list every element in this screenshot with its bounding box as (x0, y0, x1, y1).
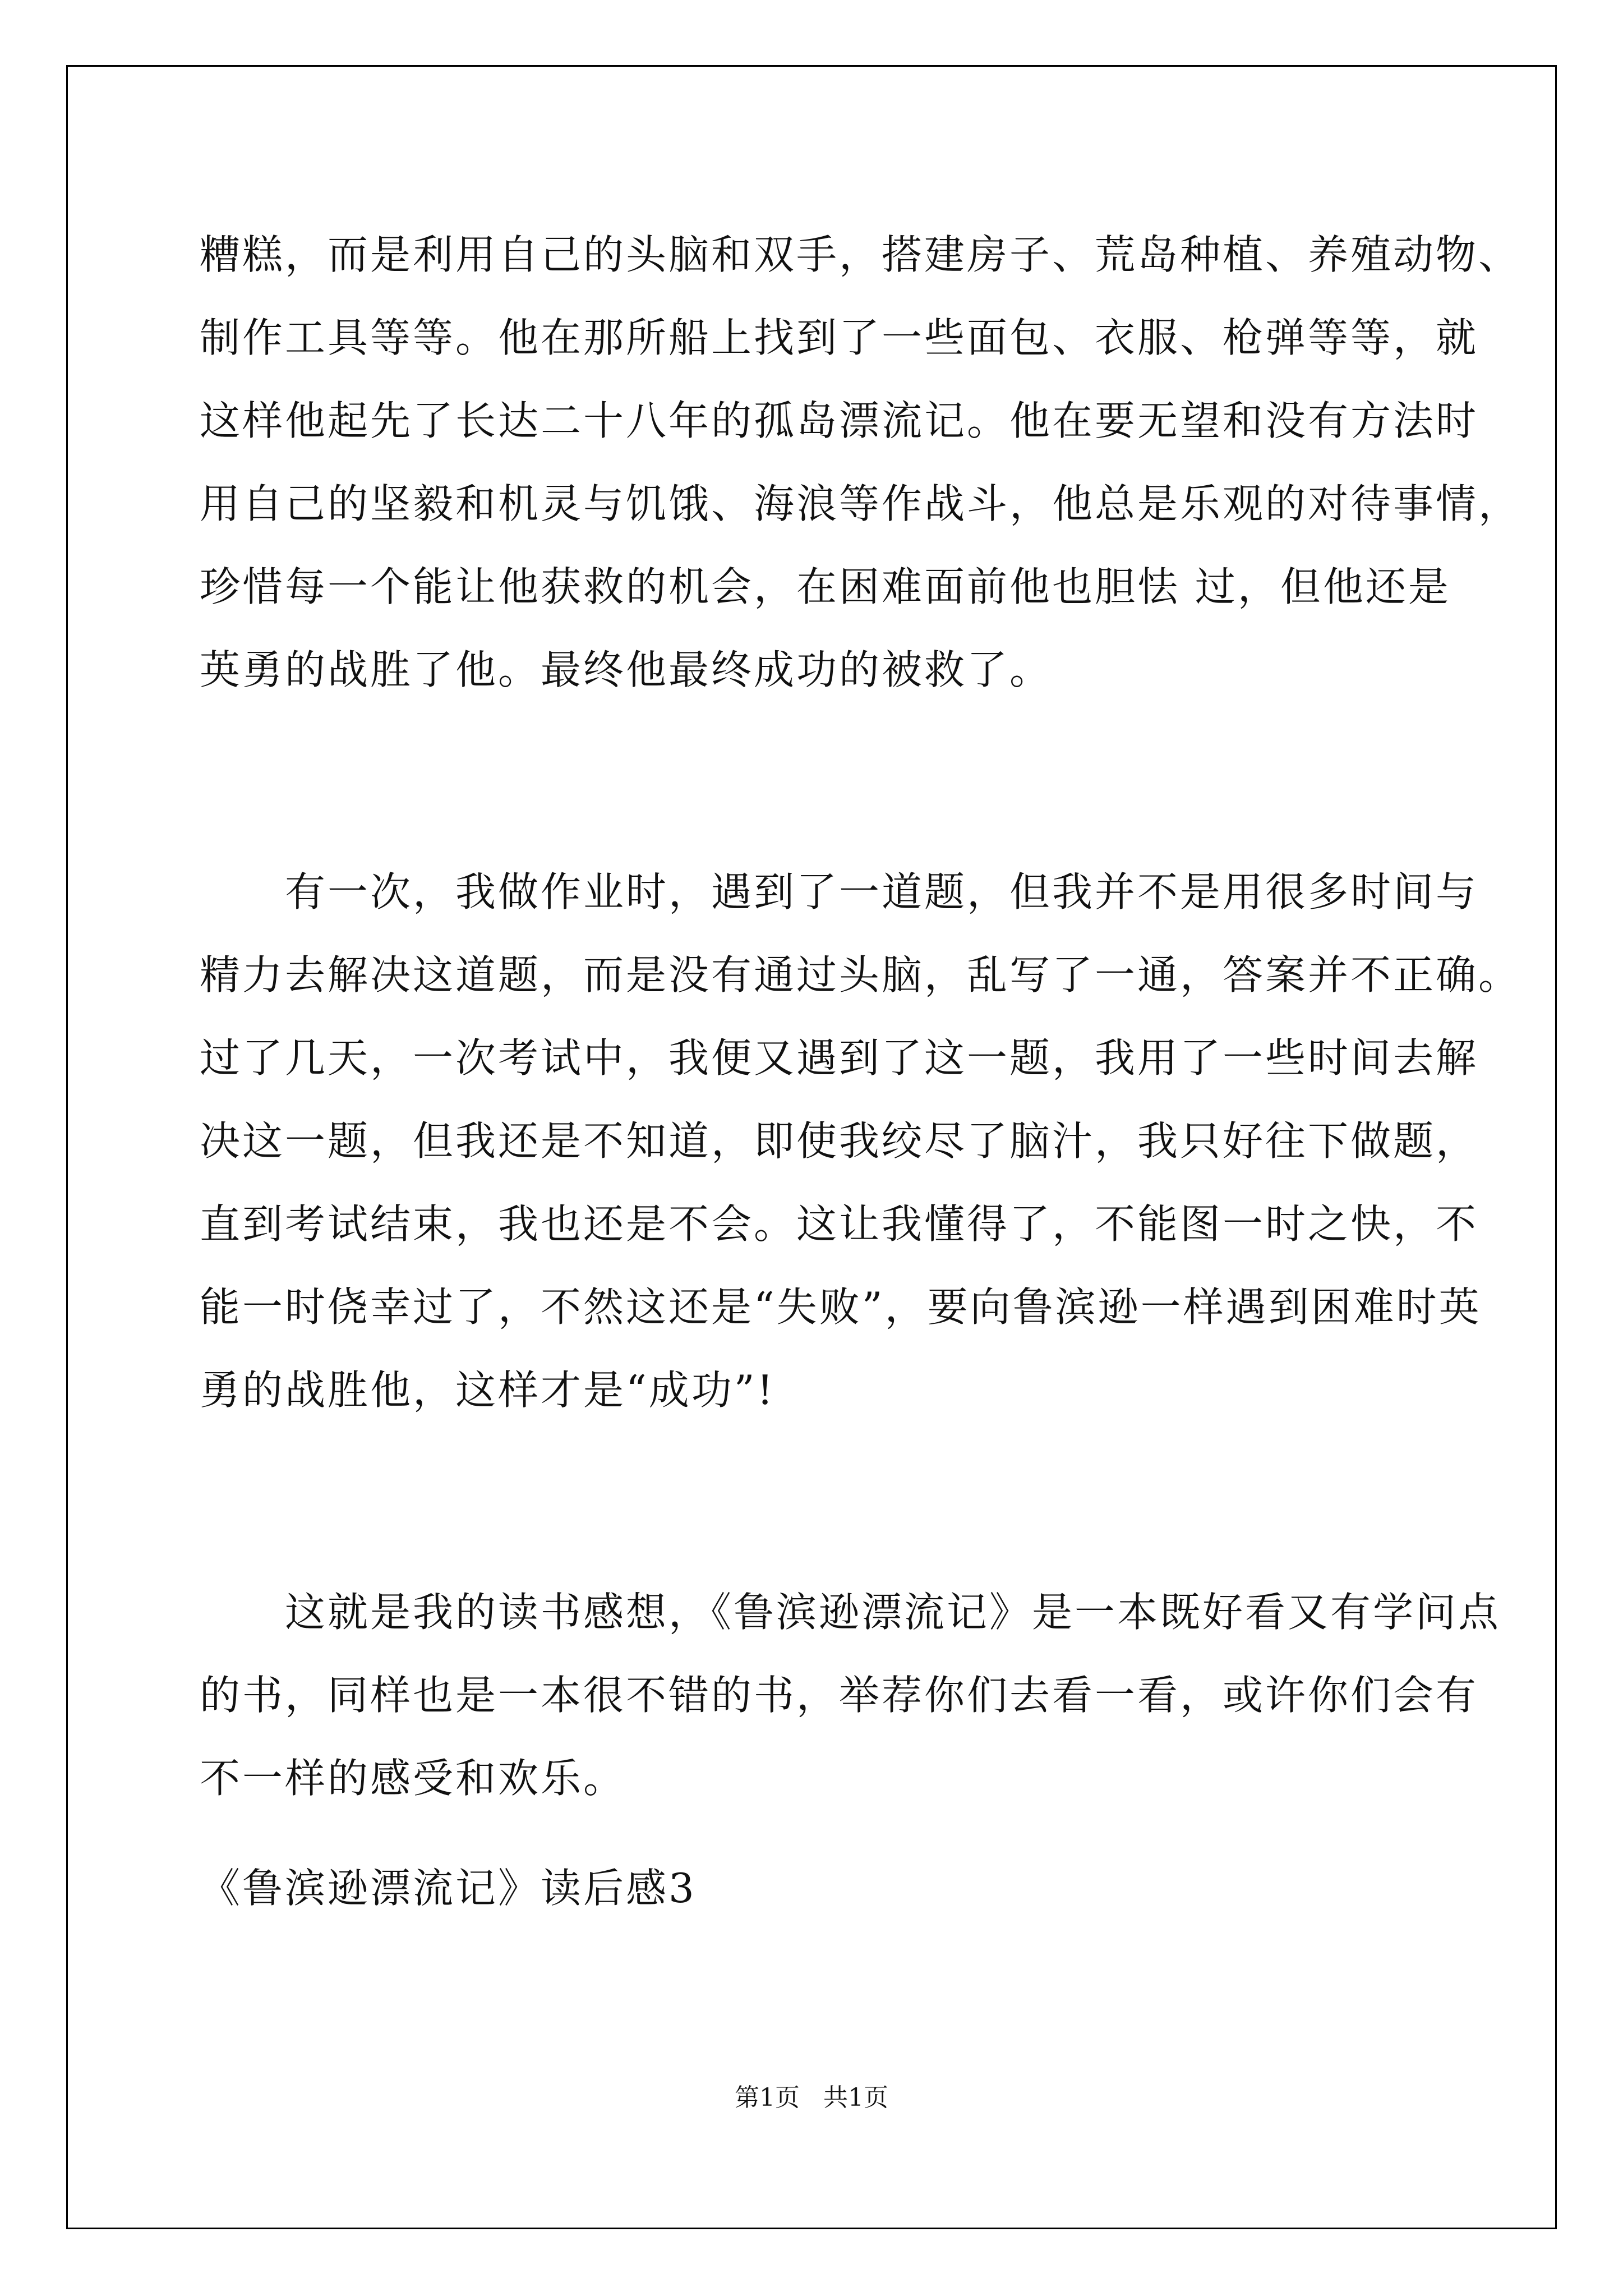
text-line: 糟糕，而是利用自己的头脑和双手，搭建房子、荒岛种植、养殖动物、 (200, 231, 1521, 278)
text-line: 的书，同样也是一本很不错的书，举荐你们去看一看，或许你们会有 (200, 1672, 1479, 1719)
text-line: 制作工具等等。他在那所船上找到了一些面包、衣服、枪弹等等，就 (200, 314, 1479, 361)
text-line: 有一次，我做作业时，遇到了一道题，但我并不是用很多时间与 (200, 868, 1479, 915)
text-line: 能一时侥幸过了，不然这还是“失败”，要向鲁滨逊一样遇到困难时英 (200, 1283, 1482, 1331)
text-line: 珍惜每一个能让他获救的机会，在困难面前他也胆怯 过，但他还是 (200, 563, 1451, 610)
text-line: 决这一题，但我还是不知道，即使我绞尽了脑汁，我只好往下做题， (200, 1117, 1479, 1165)
text-line: 英勇的战胜了他。最终他最终成功的被救了。 (200, 646, 1053, 693)
text-line: 直到考试结束，我也还是不会。这让我懂得了，不能图一时之快，不 (200, 1200, 1479, 1248)
page-number-footer: 第1页 共1页 (735, 2083, 888, 2112)
text-line: 这就是我的读书感想，《鲁滨逊漂流记》是一本既好看又有学问点 (200, 1589, 1501, 1636)
section-heading: 《鲁滨逊漂流记》读后感3 (200, 1865, 697, 1912)
text-line: 这样他起先了长达二十八年的孤岛漂流记。他在要无望和没有方法时 (200, 397, 1479, 444)
text-line: 精力去解决这道题，而是没有通过头脑，乱写了一通，答案并不正确。 (200, 951, 1521, 999)
text-line: 不一样的感受和欢乐。 (200, 1755, 626, 1802)
text-line: 用自己的坚毅和机灵与饥饿、海浪等作战斗，他总是乐观的对待事情， (200, 480, 1521, 527)
text-line: 勇的战胜他，这样才是“成功”! (200, 1366, 776, 1414)
text-line: 过了几天，一次考试中，我便又遇到了这一题，我用了一些时间去解 (200, 1034, 1479, 1082)
